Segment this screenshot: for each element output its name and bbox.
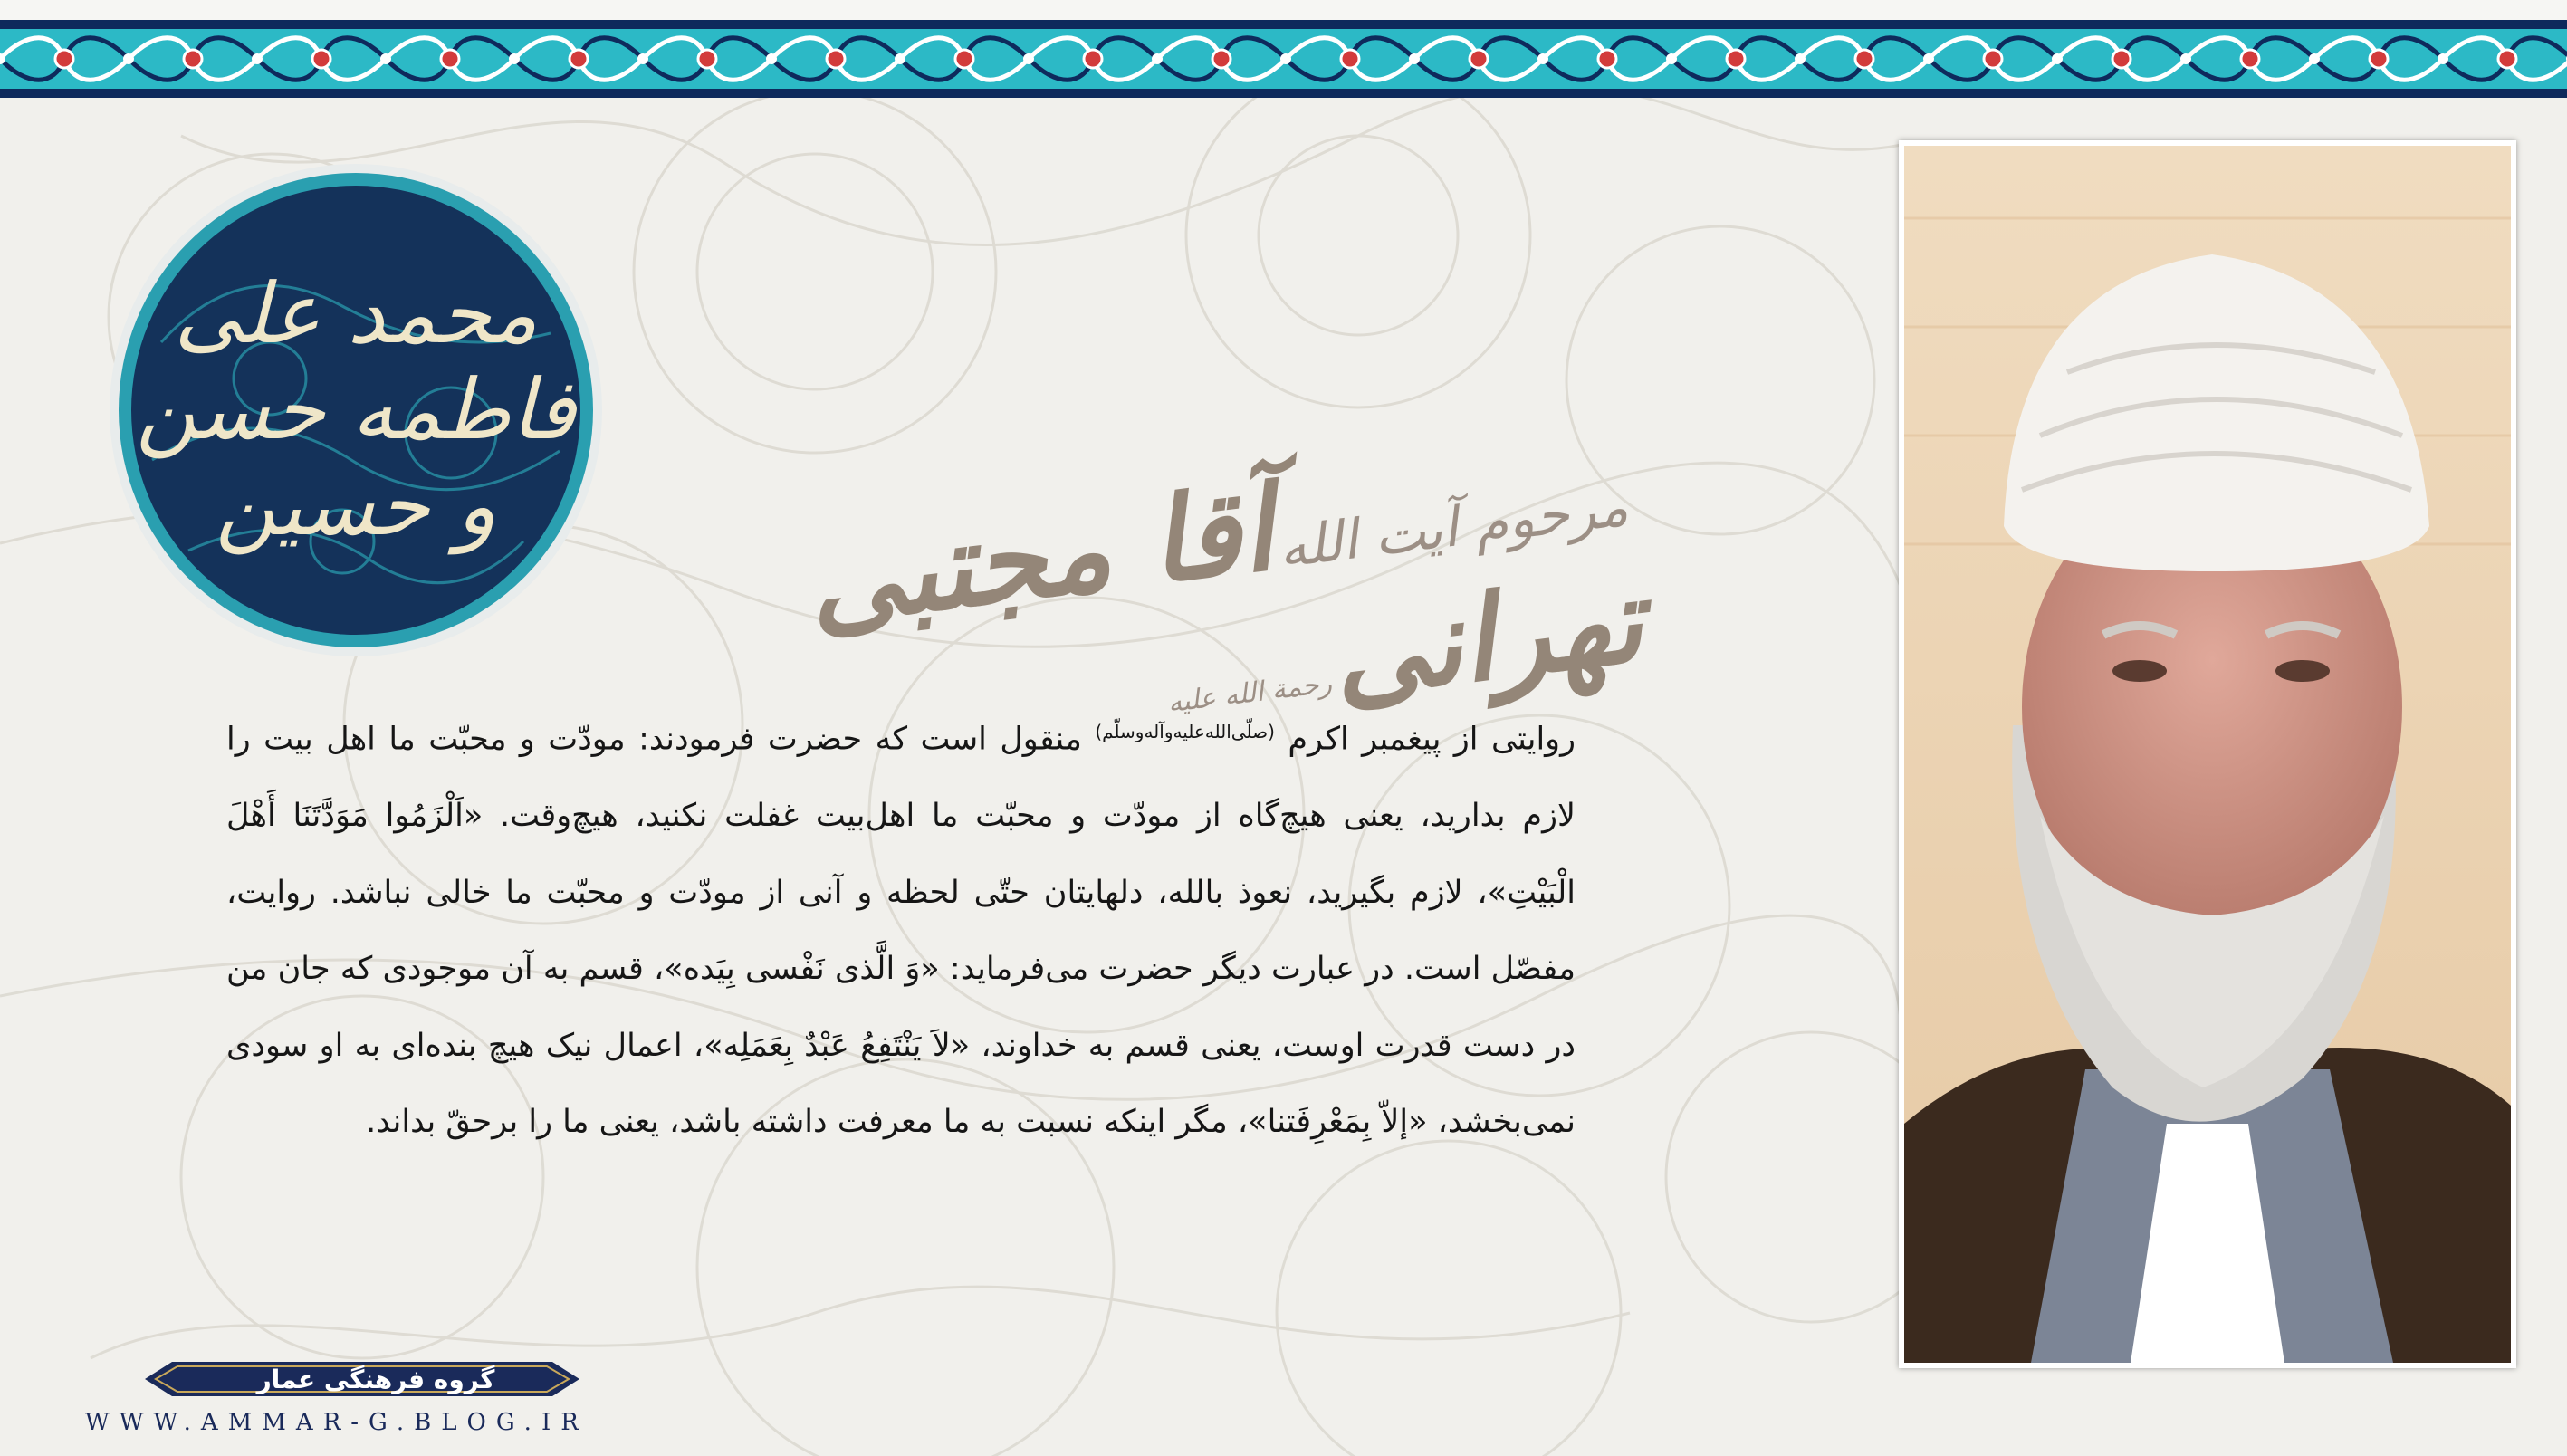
title-honorific: رحمة الله علیه xyxy=(1165,667,1334,720)
cleric-portrait-icon xyxy=(1904,146,2511,1363)
title-name: آقا مجتبی تهرانی xyxy=(800,460,1650,725)
title-prefix: مرحوم آیت الله xyxy=(1275,474,1632,581)
quote-line-1a: روایتی از پیغمبر اکرم xyxy=(1288,721,1576,758)
quote-line-7: نسبت به ما معرفت داشته باشد، یعنی ما را برحقّ بداند. xyxy=(366,1104,1094,1141)
quote-line-2: بیت را لازم بدارید، یعنی هیچ‌گاه از مودّت و محبّت ما اهل‌بیت غفلت نکنید، هیچ‌وقت. xyxy=(226,721,1576,835)
quote-line-1b: منقول است که حضرت فرمودند: مودّت و محبّت ما اهل xyxy=(326,721,1082,758)
decorative-tile-border xyxy=(0,20,2567,98)
logo-label: گروه فرهنگی عمار xyxy=(256,1364,495,1394)
quote-paragraph xyxy=(226,694,1576,1161)
quote-line-6: «لاَ یَنْتَفِعُ عَبْدٌ بِعَمَلِه»، اعمال نیک هیچ بنده‌ای به او سودی نمی‌بخشد، «إلاّ بِمَعْرِفَتنا»، مگر اینکه xyxy=(226,1027,1576,1141)
quote-honorific: (صلّی‌الله‌علیه‌وآله‌وسلّم) xyxy=(1095,721,1275,742)
quote-line-5: نَفْسی بِیَده»، قسم به آن موجودی که جان من در دست قدرت اوست، یعنی قسم به خداوند، xyxy=(226,951,1576,1064)
website-url: WWW.AMMAR-G.BLOG.IR xyxy=(85,1409,589,1436)
top-strip xyxy=(0,0,2567,20)
quote-line-3: «اَلْزَمُوا مَوَدَّتَنَا أَهْلَ الْبَيْتِ»، لازم بگیرید، نعوذ بالله، دلهایتان حتّی لحظه و آنی از مودّت و xyxy=(226,798,1576,911)
quote-line-4: محبّت ما خالی نباشد. روایت، مفصّل است. در عبارت دیگر حضرت می‌فرماید: «وَ الَّذی xyxy=(226,874,1576,988)
medallion-calligraphy: محمد علی فاطمه حسن و حسین xyxy=(136,265,576,554)
